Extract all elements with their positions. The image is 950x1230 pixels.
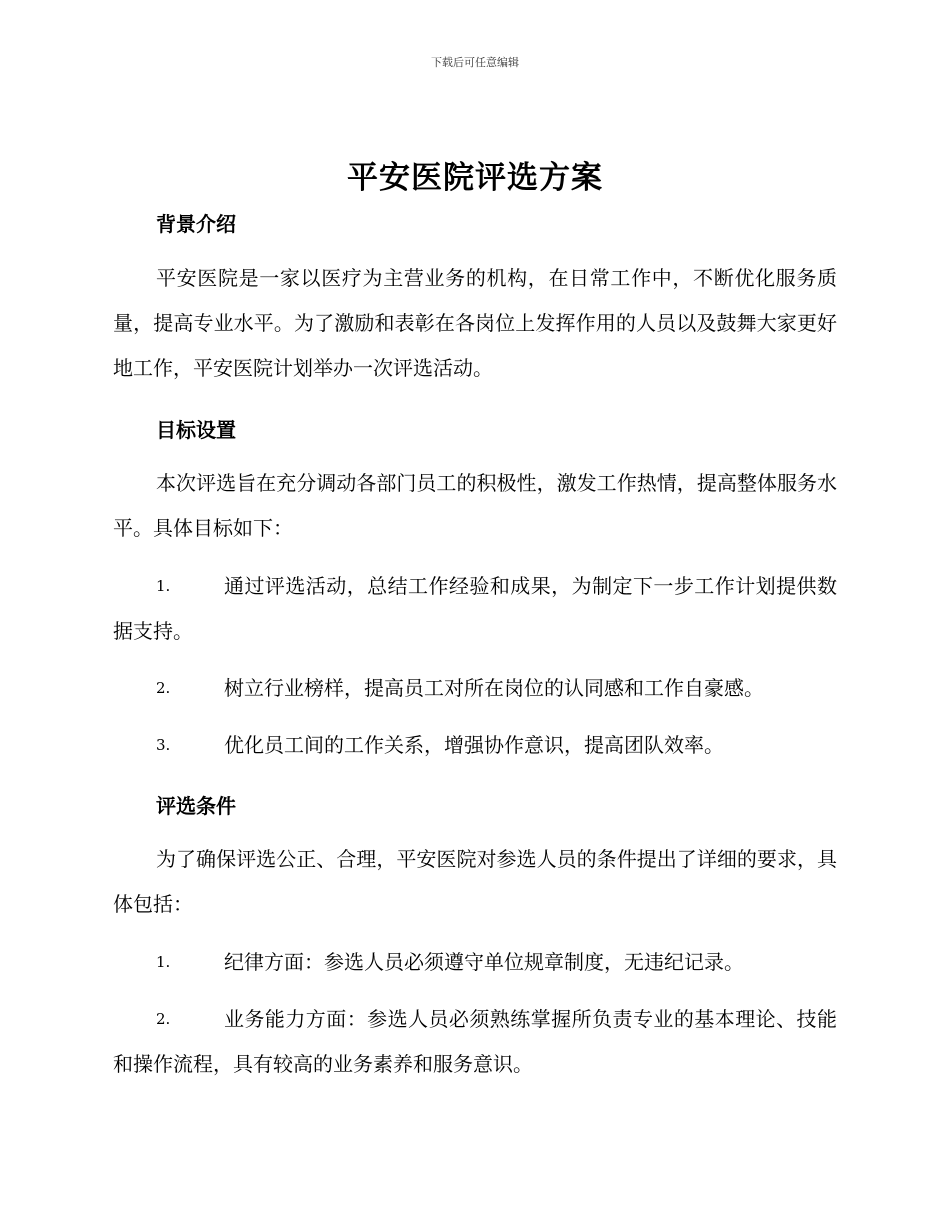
list-number: 3. xyxy=(156,736,171,754)
list-number: 2. xyxy=(156,1010,171,1028)
list-text: 树立行业榜样，提高员工对所在岗位的认同感和工作自豪感。 xyxy=(224,676,764,700)
list-item-criteria-1 xyxy=(113,940,837,985)
list-number: 1. xyxy=(156,577,171,595)
paragraph-background: 平安医院是一家以医疗为主营业务的机构，在日常工作中，不断优化服务质量，提高专业水平。为了激励和表彰在各岗位上发挥作用的人员以及鼓舞大家更好地工作，平安医院计划举办一次评选活动。 xyxy=(113,266,837,380)
section-heading-background: 背景介绍 xyxy=(156,212,236,236)
list-item-goal-3 xyxy=(113,723,837,768)
list-item-goal-2 xyxy=(113,666,837,711)
list-text: 通过评选活动，总结工作经验和成果，为制定下一步工作计划提供数据支持。 xyxy=(113,574,837,643)
header-note: 下载后可任意编辑 xyxy=(431,56,519,69)
list-text: 业务能力方面：参选人员必须熟练掌握所负责专业的基本理论、技能和操作流程，具有较高的业务素养和服务意识。 xyxy=(113,1007,837,1076)
page-title: 平安医院评选方案 xyxy=(347,160,603,196)
list-text: 优化员工间的工作关系，增强协作意识，提高团队效率。 xyxy=(224,733,724,757)
list-number: 2. xyxy=(156,679,171,697)
paragraph-criteria-intro: 为了确保评选公正、合理，平安医院对参选人员的条件提出了详细的要求，具体包括： xyxy=(113,847,837,916)
list-item-goal-1 xyxy=(113,564,837,654)
list-number: 1. xyxy=(156,953,171,971)
list-item-criteria-2 xyxy=(113,997,837,1087)
section-heading-criteria: 评选条件 xyxy=(156,794,236,818)
paragraph-goals-intro: 本次评选旨在充分调动各部门员工的积极性，激发工作热情，提高整体服务水平。具体目标如下： xyxy=(113,471,837,540)
section-heading-goals: 目标设置 xyxy=(156,418,236,442)
list-text: 纪律方面：参选人员必须遵守单位规章制度，无违纪记录。 xyxy=(224,950,744,974)
